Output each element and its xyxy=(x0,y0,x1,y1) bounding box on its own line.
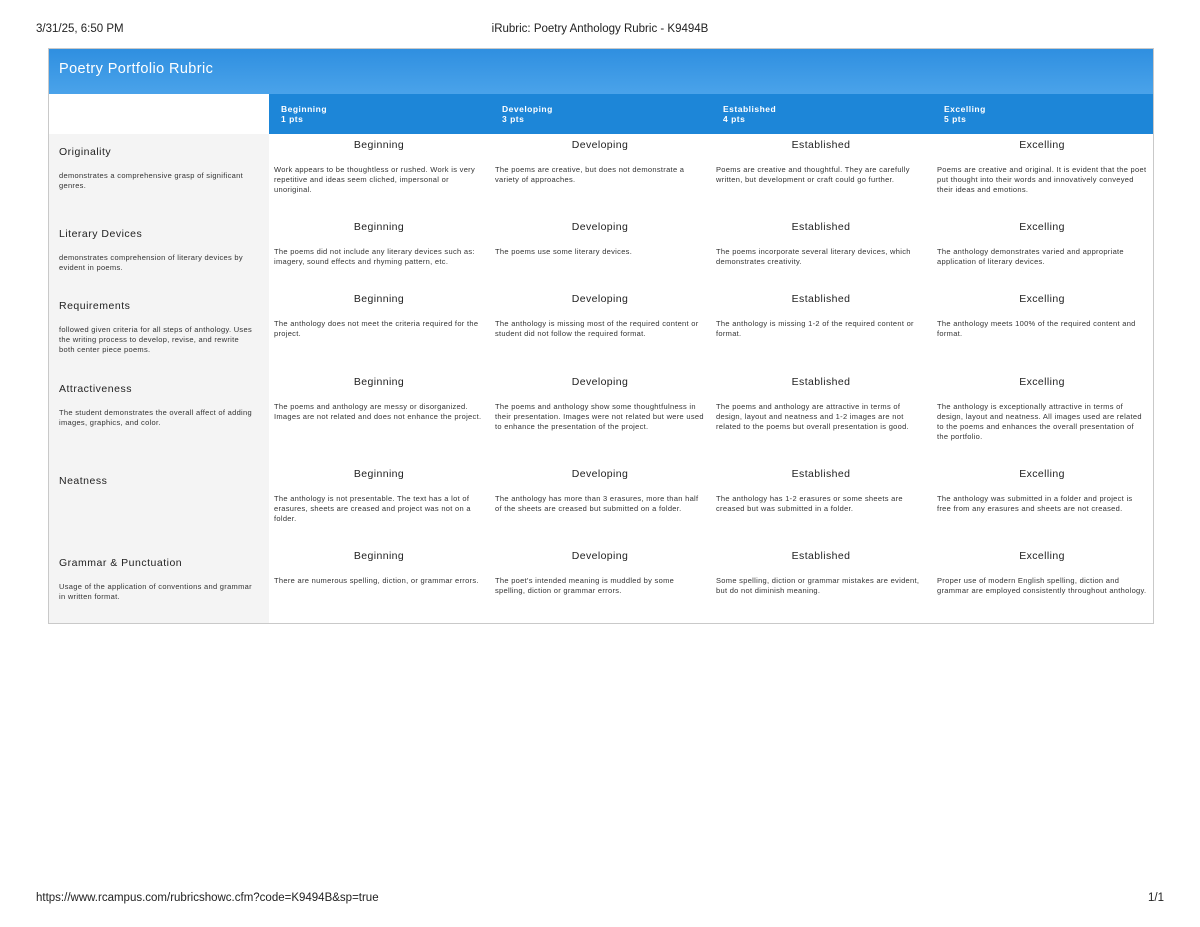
rubric-cell xyxy=(711,545,932,623)
rubric-cell xyxy=(490,463,711,545)
cell-level-label: Beginning xyxy=(353,376,405,388)
cell-level-label: Established xyxy=(791,139,851,151)
cell-level-label: Developing xyxy=(571,221,629,233)
rubric-cell xyxy=(490,134,711,216)
rubric-cell xyxy=(490,288,711,371)
criterion-cell xyxy=(49,463,269,545)
rubric-cell xyxy=(932,216,1153,288)
rubric-grid xyxy=(49,94,1153,623)
criterion-description: Usage of the application of conventions and grammar in written format. xyxy=(59,582,252,601)
cell-description: Proper use of modern English spelling, diction and grammar are employed consistently throughout anthology. xyxy=(937,576,1147,595)
criterion-name: Attractiveness xyxy=(59,383,132,395)
cell-description: The poems did not include any literary devices such as: imagery, sound effects and rhyming pattern, etc. xyxy=(274,247,475,266)
level-points: 1 pts xyxy=(281,114,304,124)
rubric-cell xyxy=(269,288,490,371)
rubric-cell xyxy=(269,134,490,216)
level-name: Beginning xyxy=(281,104,328,114)
cell-level-label: Developing xyxy=(571,550,629,562)
cell-description: The anthology is missing most of the required content or student did not follow the required format. xyxy=(495,319,699,338)
cell-level-label: Beginning xyxy=(353,139,405,151)
criterion-cell xyxy=(49,134,269,216)
criterion-description: demonstrates a comprehensive grasp of significant genres. xyxy=(59,171,243,190)
cell-description: The anthology was submitted in a folder and project is free from any erasures and sheets are not creased. xyxy=(937,494,1133,513)
criterion-cell xyxy=(49,288,269,371)
level-name: Established xyxy=(723,104,777,114)
cell-level-label: Excelling xyxy=(1019,293,1065,305)
rubric-cell xyxy=(269,216,490,288)
level-points: 5 pts xyxy=(944,114,967,124)
rubric-title: Poetry Portfolio Rubric xyxy=(59,61,214,77)
rubric-cell xyxy=(932,545,1153,623)
criterion-description: The student demonstrates the overall affect of adding images, graphics, and color. xyxy=(59,408,252,427)
cell-level-label: Beginning xyxy=(353,468,405,480)
level-name: Excelling xyxy=(944,104,986,114)
cell-level-label: Established xyxy=(791,293,851,305)
cell-level-label: Beginning xyxy=(353,550,405,562)
criterion-name: Neatness xyxy=(59,475,108,487)
cell-description: Poems are creative and original. It is evident that the poet put thought into their words and innovatively conveyed their ideas and emotions. xyxy=(937,165,1147,194)
cell-level-label: Established xyxy=(791,221,851,233)
cell-level-label: Established xyxy=(791,550,851,562)
cell-description: The anthology demonstrates varied and appropriate application of literary devices. xyxy=(937,247,1124,266)
level-points: 3 pts xyxy=(502,114,525,124)
rubric-cell xyxy=(711,463,932,545)
print-url: https://www.rcampus.com/rubricshowc.cfm?code=K9494B&sp=true xyxy=(36,892,379,904)
cell-description: The anthology has 1-2 erasures or some sheets are creased but was submitted in a folder. xyxy=(716,494,903,513)
rubric-cell xyxy=(269,463,490,545)
cell-level-label: Excelling xyxy=(1019,550,1065,562)
cell-level-label: Beginning xyxy=(353,221,405,233)
rubric-cell xyxy=(932,288,1153,371)
rubric-cell xyxy=(932,371,1153,463)
cell-description: The poems are creative, but does not demonstrate a variety of approaches. xyxy=(495,165,685,184)
rubric-title-bar xyxy=(49,49,1153,94)
cell-level-label: Developing xyxy=(571,293,629,305)
level-header-beginning xyxy=(269,94,490,134)
cell-description: The anthology has more than 3 erasures, more than half of the sheets are creased but submitted on a folder. xyxy=(495,494,699,513)
cell-description: Some spelling, diction or grammar mistakes are evident, but do not diminish meaning. xyxy=(716,576,920,595)
criterion-description: followed given criteria for all steps of anthology. Uses the writing process to develop, revise, and rewrite both center piece poems. xyxy=(59,325,252,354)
cell-description: The anthology is missing 1-2 of the required content or format. xyxy=(716,319,914,338)
cell-level-label: Excelling xyxy=(1019,376,1065,388)
cell-description: The poems and anthology are attractive in terms of design, layout and neatness and 1-2 images are not related to the poems but overall presentation is good. xyxy=(716,402,909,431)
cell-description: The poems use some literary devices. xyxy=(495,247,633,256)
cell-description: Work appears to be thoughtless or rushed. Work is very repetitive and ideas seem cliched, impersonal or unoriginal. xyxy=(274,165,476,194)
cell-level-label: Developing xyxy=(571,376,629,388)
cell-level-label: Excelling xyxy=(1019,468,1065,480)
rubric-cell xyxy=(269,371,490,463)
level-name: Developing xyxy=(502,104,553,114)
rubric-cell xyxy=(490,545,711,623)
rubric-cell xyxy=(711,216,932,288)
print-document-title: iRubric: Poetry Anthology Rubric - K9494B xyxy=(491,23,709,35)
header-corner xyxy=(49,94,269,134)
print-header xyxy=(36,23,1164,39)
rubric-cell xyxy=(932,134,1153,216)
criterion-name: Requirements xyxy=(59,300,131,312)
cell-description: The anthology does not meet the criteria required for the project. xyxy=(274,319,479,338)
cell-description: There are numerous spelling, diction, or grammar errors. xyxy=(274,576,479,585)
cell-level-label: Developing xyxy=(571,139,629,151)
criterion-cell xyxy=(49,216,269,288)
cell-description: The anthology meets 100% of the required content and format. xyxy=(937,319,1136,338)
cell-description: The poems incorporate several literary devices, which demonstrates creativity. xyxy=(716,247,911,266)
cell-level-label: Beginning xyxy=(353,293,405,305)
cell-level-label: Established xyxy=(791,376,851,388)
print-footer xyxy=(36,892,1164,908)
cell-description: The poet's intended meaning is muddled by some spelling, diction or grammar errors. xyxy=(495,576,675,595)
level-header-developing xyxy=(490,94,711,134)
criterion-name: Originality xyxy=(59,146,112,158)
rubric-cell xyxy=(269,545,490,623)
criterion-cell xyxy=(49,545,269,623)
rubric-cell xyxy=(711,371,932,463)
cell-description: The anthology is exceptionally attractive in terms of design, layout and neatness. All images used are related to the poems and enhances the overall presentation of the portfolio. xyxy=(937,402,1142,441)
level-header-established xyxy=(711,94,932,134)
criterion-description: demonstrates comprehension of literary devices by evident in poems. xyxy=(59,253,243,272)
rubric-cell xyxy=(711,134,932,216)
criterion-name: Grammar & Punctuation xyxy=(59,557,183,569)
rubric-cell xyxy=(711,288,932,371)
rubric-cell xyxy=(490,216,711,288)
rubric-cell xyxy=(932,463,1153,545)
criterion-name: Literary Devices xyxy=(59,228,143,240)
level-header-excelling xyxy=(932,94,1153,134)
rubric-table xyxy=(48,48,1154,624)
cell-description: The anthology is not presentable. The text has a lot of erasures, sheets are creased and project was not on a folder. xyxy=(274,494,471,523)
cell-description: The poems and anthology are messy or disorganized. Images are not related and does not enhance the project. xyxy=(274,402,482,421)
rubric-cell xyxy=(490,371,711,463)
level-points: 4 pts xyxy=(723,114,746,124)
cell-level-label: Excelling xyxy=(1019,139,1065,151)
cell-level-label: Excelling xyxy=(1019,221,1065,233)
cell-description: The poems and anthology show some thoughtfulness in their presentation. Images were not related but were used to enhance the presentation of the project. xyxy=(495,402,704,431)
cell-level-label: Established xyxy=(791,468,851,480)
criterion-cell xyxy=(49,371,269,463)
cell-description: Poems are creative and thoughtful. They are carefully written, but development or craft could go further. xyxy=(716,165,910,184)
print-page-number: 1/1 xyxy=(1148,892,1164,904)
cell-level-label: Developing xyxy=(571,468,629,480)
print-datetime: 3/31/25, 6:50 PM xyxy=(36,23,124,35)
